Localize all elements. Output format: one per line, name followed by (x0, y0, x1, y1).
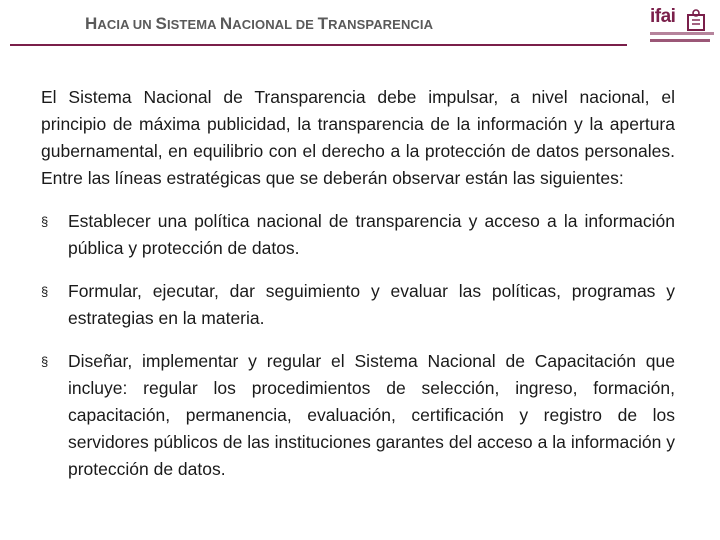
list-item-text: Formular, ejecutar, dar seguimiento y evaluar las políticas, programas y estrategias en la materia. (68, 281, 675, 328)
title-part: ACIONAL DE (232, 17, 318, 32)
logo-tagline-bar (650, 32, 714, 35)
title-part: N (219, 14, 233, 33)
title-part: ISTEMA (166, 17, 220, 32)
slide-body (41, 84, 675, 499)
list-item-text: Diseñar, implementar y regular el Sistema Nacional de Capacitación que incluye: regular los procedimientos de selección, ingreso, formación, capacitación, permanencia, evaluación, certificación y registro de los servidores públicos de las instituciones garantes del acceso a la información y protección de datos. (68, 351, 675, 479)
title-part: RANSPARENCIA (328, 17, 434, 32)
logo-text: ifai (650, 6, 676, 27)
bullet-icon: § (41, 214, 49, 229)
list-item-text: Establecer una política nacional de transparencia y acceso a la información pública y protección de datos. (68, 211, 675, 258)
title-part: S (155, 14, 167, 33)
logo-tagline-bar (650, 39, 710, 42)
logo-emblem-icon (687, 9, 705, 31)
slide-title (85, 14, 433, 34)
strategic-lines-list (41, 208, 675, 483)
bullet-icon: § (41, 284, 49, 299)
title-part: T (317, 14, 329, 33)
title-part: H (85, 14, 98, 33)
list-item (41, 348, 675, 483)
ifai-logo (650, 6, 714, 48)
slide-header (0, 0, 720, 52)
list-item (41, 208, 675, 262)
list-item (41, 278, 675, 332)
title-part: ACIA UN (97, 17, 156, 32)
bullet-icon: § (41, 354, 49, 369)
intro-paragraph: El Sistema Nacional de Transparencia debe impulsar, a nivel nacional, el principio de máxima publicidad, la transparencia de la información y la apertura gubernamental, en equilibrio con el derecho a la protección de datos personales. Entre las líneas estratégicas que se deberán observar están las siguientes: (41, 87, 675, 188)
header-divider (10, 44, 627, 46)
